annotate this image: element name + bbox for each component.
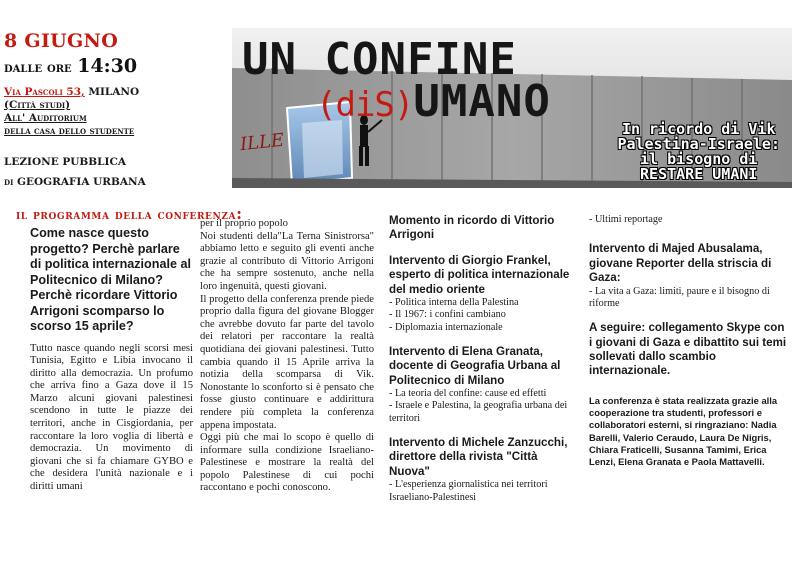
banner-graffiti: ILLE — [239, 129, 286, 156]
banner-title-line1: UN CONFINE — [242, 34, 517, 85]
time-label: dalle ore — [4, 60, 72, 76]
project-paragraph: Oggi più che mai lo scopo è quello di informare sulla condizione Israeliano-Palestinese e mostrare la realtà del popolo Palestinese di cui pochi raccontano e pochi conoscono. — [200, 432, 374, 494]
address-place-detail: della casa dello studente — [4, 126, 135, 137]
column-closing — [589, 214, 789, 469]
talk-topic: - Israele e Palestina, la geografia urbana dei territori — [389, 400, 568, 424]
talk-title: Intervento di Elena Granata, docente di Geografia Urbana al Politecnico di Milano — [389, 344, 561, 387]
talk-topic: - Politica interna della Palestina — [389, 297, 519, 309]
talk-item — [389, 214, 581, 243]
credits: La conferenza è stata realizzata grazie alla cooperazione tra studenti, professori e collaboratori esterni, si ringraziano: Nadia Barelli, Valerio Ceraudo, Laura De Nigris, Chiara Fraticelli, Susanna Tamimi, Erica Lenzi, Elena Granata e Paola Mattavelli. — [589, 394, 778, 468]
talk-item — [389, 436, 581, 504]
programme-title-colon: : — [236, 204, 243, 223]
address-place: All' Auditorium — [4, 112, 87, 124]
talk-title: Intervento di Majed Abusalama, giovane Reporter della striscia di Gaza: — [589, 242, 772, 285]
talk-topic: - Il 1967: i confini cambiano — [389, 309, 506, 321]
time-value: 14:30 — [77, 55, 138, 77]
intro-body: Tutto nasce quando negli scorsi mesi Tunisia, Egitto e Libia invocano il diritto alla democrazia. Un profumo che arriva fino a Gaza dove il 15 Marzo alcuni giovani palestinesi scendono in tutte le piazze dei territori, anche in Cisgiordania, per raccontare la loro voglia di libertà e democrazia. Un movimento di giovani che si fa chiamare GYBO e che desidera l'unità nazionale e i diritti umani — [30, 342, 193, 493]
header-banner — [232, 28, 792, 188]
banner-title-umano: UMANO — [413, 76, 551, 127]
column-talks — [389, 214, 581, 515]
address-city: MILANO — [88, 86, 140, 98]
talk-item — [389, 345, 581, 425]
talk-topic: - Ultimi reportage — [589, 214, 663, 225]
talk-topic: - Diplomazia internazionale — [389, 321, 503, 333]
intro-question: Come nasce questo progetto? Perchè parlare di politica internazionale al Politecnico di Milano? Perchè ricordare Vittorio Arrigoni scomparso lo scorso 15 aprile? — [30, 226, 191, 333]
event-address — [4, 86, 139, 138]
talk-topic: - La vita a Gaza: limiti, paure e il bisogno di riforme — [589, 285, 770, 309]
talk-topic: - L'esperienza giornalistica nei territori Israeliano-Palestinesi — [389, 479, 548, 503]
event-time — [4, 55, 137, 77]
talk-title: Intervento di Giorgio Frankel, esperto di politica internazionale del medio oriente — [389, 253, 570, 296]
column-intro — [30, 226, 193, 494]
talk-title: Momento in ricordo di Vittorio Arrigoni — [389, 214, 555, 242]
column-project — [200, 218, 374, 495]
talk-item — [389, 254, 581, 334]
banner-title-dis: (diS) — [316, 85, 414, 125]
programme-title-text: il programma della conferenza — [16, 207, 237, 223]
skype-session: A seguire: collegamento Skype con i giovani di Gaza e dibattito sui temi sollevati dallo scambio internazionale. — [589, 321, 787, 378]
banner-title-line2 — [316, 76, 551, 127]
project-paragraph: Noi studenti della"La Terna Sinistrorsa" abbiamo letto e seguito gli eventi anche grazie al contributo di Vittorio Arrigoni che ha sempre sostenuto, anche nella loro ingenuità, questi giovani. — [200, 230, 374, 292]
banner-subtitle-line: Palestina-Israele: — [617, 135, 780, 153]
address-area: (Città studi) — [4, 99, 71, 111]
address-street: Via Pascoli 53, — [4, 86, 85, 98]
banner-subtitle-line: RESTARE UMANI — [640, 165, 758, 183]
banner-subtitle-line: In ricordo di Vik — [621, 120, 776, 138]
project-paragraph: per il proprio popolo — [200, 218, 288, 229]
lecture-subject: GEOGRAFIA URBANA — [17, 176, 146, 188]
lecture-di: di — [4, 176, 14, 188]
talk-topic: - La teoria del confine: cause ed effetti — [389, 388, 547, 400]
event-date: 8 GIUGNO — [4, 30, 119, 52]
lecture-info — [4, 152, 146, 192]
lecture-type: LEZIONE PUBBLICA — [4, 156, 126, 168]
project-paragraph: Il progetto della conferenza prende piede proprio dalla figura del giovane Blogger che avrebbe dovuto far parte del tavolo dei relatori per raccontare la realtà quotidiana dei giovani palestinesi. Tutto cambia quando il 15 Aprile arriva la notizia della scomparsa di Vik. Nonostante lo sconforto si è pensato che fosse giusto continuare e addirittura rendere più completa la conferenza appena impostata. — [200, 293, 374, 431]
banner-subtitle-line: il bisogno di — [640, 150, 758, 168]
talk-title: Intervento di Michele Zanzucchi, direttore della rivista "Città Nuova" — [389, 436, 568, 478]
talk-item — [589, 242, 789, 310]
banner-subtitle — [617, 122, 780, 182]
